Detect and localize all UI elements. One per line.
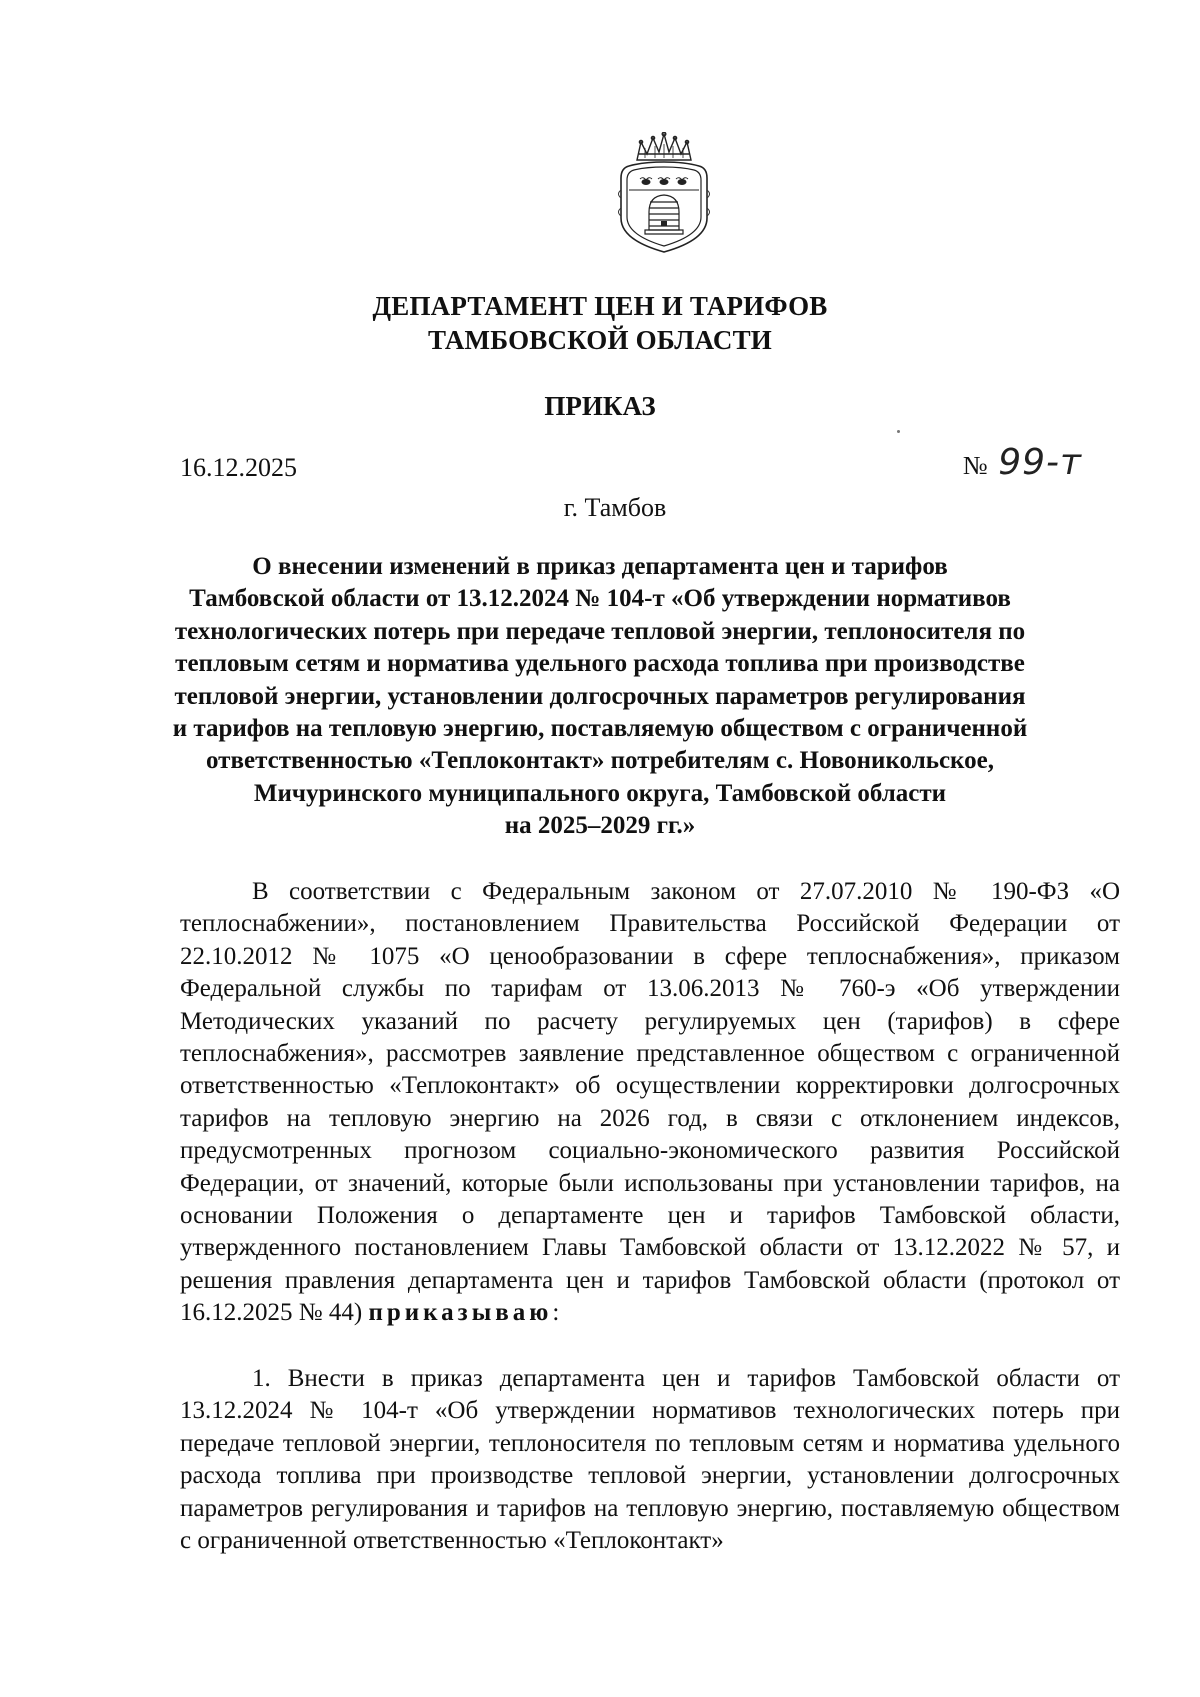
document-type-title: ПРИКАЗ (544, 391, 656, 421)
order-title-line: Мичуринского муниципального округа, Тамбовской области (253, 779, 947, 807)
order-title-line: О внесении изменений в приказ департамента цен и тарифов (252, 553, 948, 580)
order-title-line: технологических потерь при передаче тепловой энергии, теплоносителя по (174, 617, 1026, 645)
department-name-line-1: ДЕПАРТАМЕНТ ЦЕН И ТАРИФОВ (372, 291, 828, 321)
order-title-line: тепловой энергии, установлении долгосрочных параметров регулирования (174, 682, 1026, 710)
order-item-1 (180, 1363, 1120, 1557)
order-title-line: ответственностью «Теплоконтакт» потребителям с. Новоникольское, (206, 747, 994, 775)
order-title-line: на 2025–2029 гг.» (504, 812, 696, 840)
city-name: г. Тамбов (563, 493, 667, 522)
scan-speck (897, 430, 900, 433)
preamble-tail: : (552, 1299, 560, 1327)
preamble-text: В соответствии с Федеральным законом от 27.07.2010 № 190-ФЗ «О теплоснабжении», постановлением Правительства Российской Федерации от 22.10.2012 № 1075 «О ценообразовании в сфере теплоснабжения», приказом Федеральной службы по тарифам от 13.06.2013 № 760-э «Об утверждении Методических указаний по расчету регулируемых цен (тарифов) в сфере теплоснабжения», рассмотрев заявление представленное обществом с ограниченной ответственностью «Теплоконтакт» об осуществлении корректировки долгосрочных тарифов на тепловую энергию на 2026 год, в связи с отклонением индексов, предусмотренных прогнозом социально-экономического развития Российской Федерации, от значений, которые были использованы при установлении тарифов, на основании Положения о департаменте цен и тарифов Тамбовской области, утвержденного постановлением Главы Тамбовской области от 13.12.2022 № 57, и решения правления департамента цен и тарифов Тамбовской области (протокол от 16.12.2025 № 44) (180, 878, 1120, 1327)
document-date: 16.12.2025 (180, 453, 297, 482)
order-title (150, 551, 1050, 843)
order-title-line: тепловым сетям и норматива удельного расхода топлива при производстве (175, 650, 1025, 678)
order-item-1-text: 1. Внести в приказ департамента цен и тарифов Тамбовской области от 13.12.2024 № 104-т «Об утверждении нормативов технологических потерь при передаче тепловой энергии, теплоносителя по тепловым сетям и норматива удельного расхода топлива при производстве тепловой энергии, установлении долгосрочных параметров регулирования и тарифов на тепловую энергию, поставляемую обществом с ограниченной ответственностью «Теплоконтакт» (180, 1365, 1120, 1555)
department-name-line-2: ТАМБОВСКОЙ ОБЛАСТИ (427, 325, 773, 355)
handwritten-document-number: 99-т (998, 442, 1082, 483)
tambov-region-coat-of-arms-icon (615, 132, 713, 254)
order-title-line: и тарифов на тепловую энергию, поставляемую обществом с ограниченной (172, 715, 1028, 743)
order-word: приказываю (368, 1299, 553, 1327)
preamble-paragraph (180, 876, 1120, 1330)
document-number (963, 441, 1082, 488)
order-title-line: Тамбовской области от 13.12.2024 № 104-т «Об утверждении нормативов (189, 585, 1011, 613)
number-sign: № (962, 451, 988, 480)
